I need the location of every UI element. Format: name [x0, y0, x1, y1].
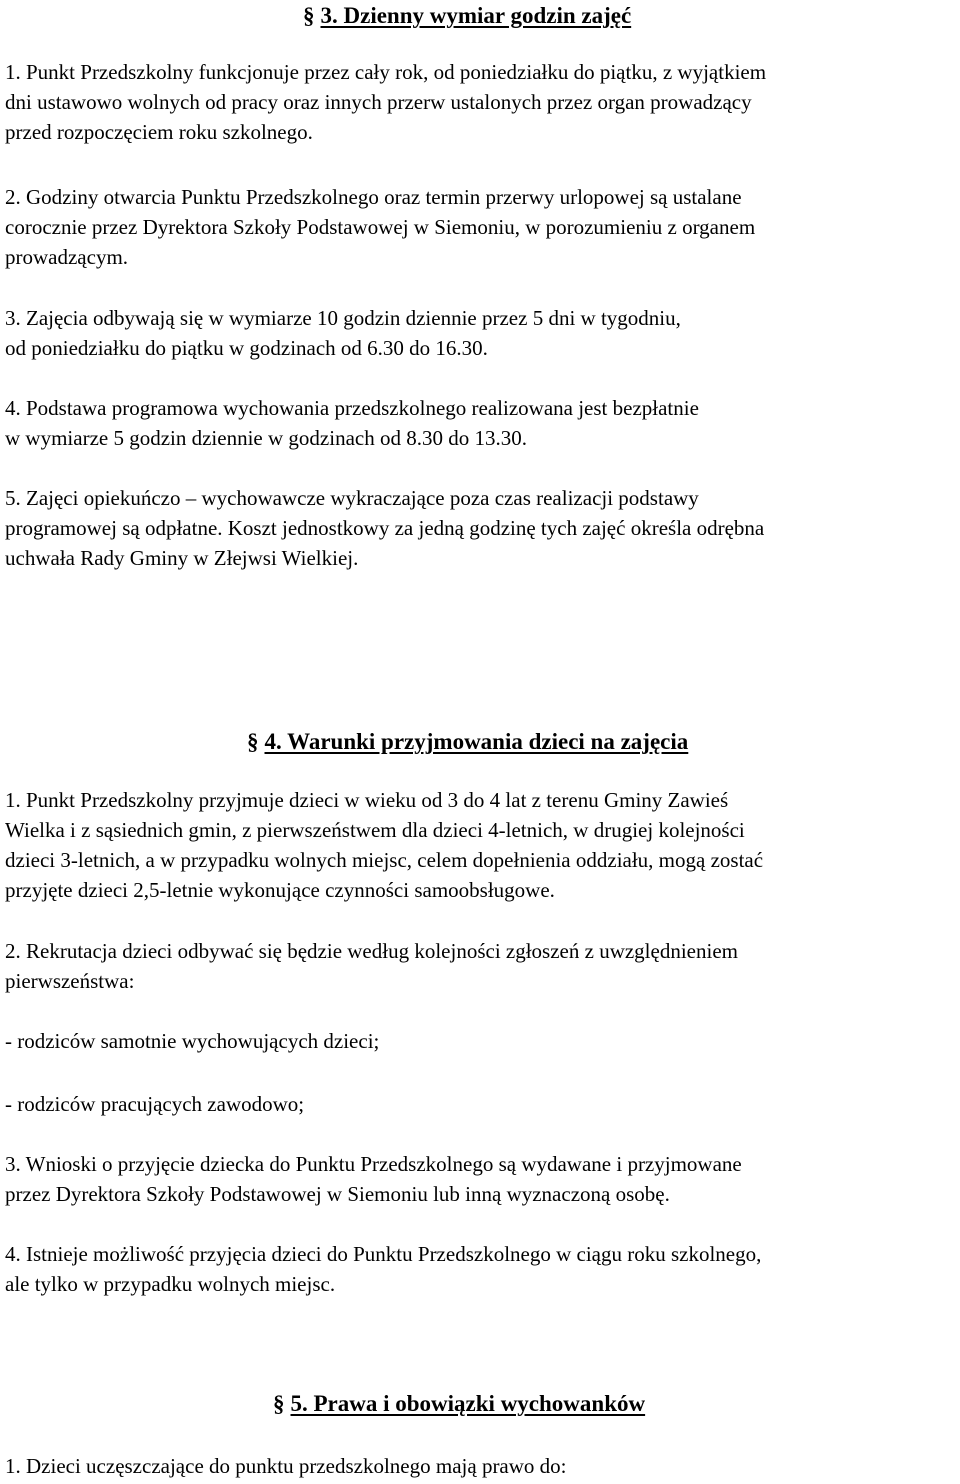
paragraph-4-3: [5, 1149, 960, 1209]
paragraph-line: 3. Wnioski o przyjęcie dziecka do Punktu Przedszkolnego są wydawane i przyjmowane: [5, 1152, 742, 1176]
paragraph-4-2-item-2: [5, 1089, 960, 1119]
section-4-heading: [247, 728, 688, 756]
paragraph-line: dni ustawowo wolnych od pracy oraz innych przerw ustalonych przez organ prowadzący: [5, 90, 752, 114]
section-3-heading: [303, 2, 631, 30]
paragraph-line: pierwszeństwa:: [5, 969, 135, 993]
paragraph-line: przyjęte dzieci 2,5-letnie wykonujące czynności samoobsługowe.: [5, 878, 555, 902]
paragraph-line: 2. Rekrutacja dzieci odbywać się będzie według kolejności zgłoszeń z uwzględnieniem: [5, 939, 738, 963]
paragraph-line: 3. Zajęcia odbywają się w wymiarze 10 godzin dziennie przez 5 dni w tygodniu,: [5, 306, 681, 330]
paragraph-line: 4. Istnieje możliwość przyjęcia dzieci do Punktu Przedszkolnego w ciągu roku szkolnego,: [5, 1242, 762, 1266]
section-symbol: §: [247, 729, 259, 754]
paragraph-line: 5. Zajęci opiekuńczo – wychowawcze wykraczające poza czas realizacji podstawy: [5, 486, 699, 510]
paragraph-4-2: [5, 936, 960, 996]
paragraph-3-4: [5, 393, 960, 453]
paragraph-line: - rodziców pracujących zawodowo;: [5, 1092, 305, 1116]
paragraph-line: Wielka i z sąsiednich gmin, z pierwszeństwem dla dzieci 4-letnich, w drugiej kolejności: [5, 818, 745, 842]
paragraph-line: prowadzącym.: [5, 245, 129, 269]
paragraph-line: 1. Punkt Przedszkolny przyjmuje dzieci w wieku od 3 do 4 lat z terenu Gminy Zawieś: [5, 788, 729, 812]
paragraph-5-1: [5, 1451, 960, 1481]
paragraph-line: corocznie przez Dyrektora Szkoły Podstawowej w Siemoniu, w porozumieniu z organem: [5, 215, 756, 239]
section-symbol: §: [273, 1391, 285, 1416]
paragraph-line: 4. Podstawa programowa wychowania przedszkolnego realizowana jest bezpłatnie: [5, 396, 699, 420]
paragraph-line: dzieci 3-letnich, a w przypadku wolnych miejsc, celem dopełnienia oddziału, mogą zostać: [5, 848, 764, 872]
paragraph-line: 1. Punkt Przedszkolny funkcjonuje przez cały rok, od poniedziałku do piątku, z wyjątkiem: [5, 60, 767, 84]
paragraph-line: - rodziców samotnie wychowujących dzieci;: [5, 1029, 380, 1053]
section-symbol: §: [303, 3, 315, 28]
paragraph-4-2-item-1: [5, 1026, 960, 1056]
section-title: 5. Prawa i obowiązki wychowanków: [290, 1391, 646, 1416]
section-title: 3. Dzienny wymiar godzin zajęć: [320, 3, 632, 28]
paragraph-line: 1. Dzieci uczęszczające do punktu przedszkolnego mają prawo do:: [5, 1454, 567, 1478]
paragraph-line: uchwała Rady Gminy w Złejwsi Wielkiej.: [5, 546, 359, 570]
paragraph-3-2: [5, 182, 960, 272]
paragraph-line: w wymiarze 5 godzin dziennie w godzinach od 8.30 do 13.30.: [5, 426, 527, 450]
paragraph-3-1: [5, 57, 960, 147]
paragraph-line: ale tylko w przypadku wolnych miejsc.: [5, 1272, 336, 1296]
paragraph-4-1: [5, 785, 960, 905]
paragraph-4-4: [5, 1239, 960, 1299]
paragraph-3-5: [5, 483, 960, 573]
paragraph-line: przez Dyrektora Szkoły Podstawowej w Siemoniu lub inną wyznaczoną osobę.: [5, 1182, 670, 1206]
section-title: 4. Warunki przyjmowania dzieci na zajęcia: [264, 729, 689, 754]
paragraph-line: programowej są odpłatne. Koszt jednostkowy za jedną godzinę tych zajęć określa odrębna: [5, 516, 765, 540]
paragraph-line: od poniedziałku do piątku w godzinach od 6.30 do 16.30.: [5, 336, 488, 360]
paragraph-line: 2. Godziny otwarcia Punktu Przedszkolnego oraz termin przerwy urlopowej są ustalane: [5, 185, 742, 209]
paragraph-3-3: [5, 303, 960, 363]
section-5-heading: [273, 1390, 645, 1418]
paragraph-line: przed rozpoczęciem roku szkolnego.: [5, 120, 313, 144]
